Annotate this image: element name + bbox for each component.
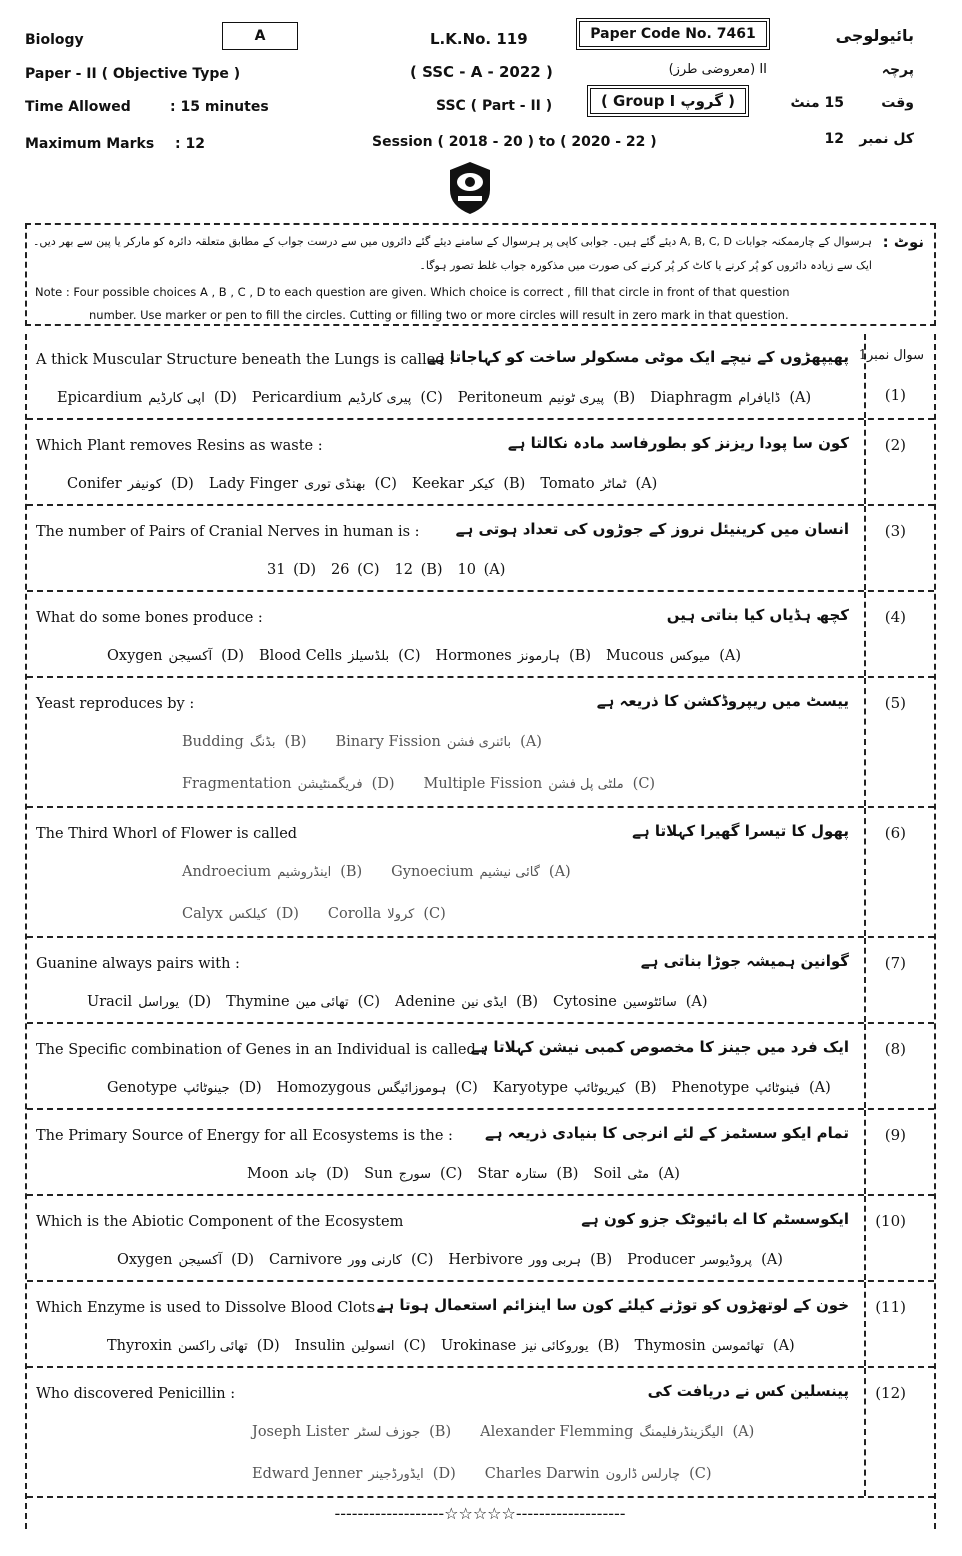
option-urdu: ہارمونز [517, 649, 561, 664]
options-line [182, 906, 475, 922]
option-choice[interactable] [635, 1338, 798, 1354]
question-text-english: Yeast reproduces by : [36, 696, 195, 712]
option-letter: (B) [590, 1252, 613, 1268]
note-english-line2: number. Use marker or pen to fill the circles. Cutting or filling two or more circles will result in zero mark in that question. [89, 308, 789, 322]
part-label: SSC ( Part - II ) [436, 98, 553, 114]
question-row [27, 1368, 934, 1498]
option-letter: (D) [371, 776, 395, 792]
note-english-line1: Note : Four possible choices A , B , C , D to each question are given. Which choice is correct , fill that circle in front of that question [35, 285, 790, 299]
options-line [267, 562, 520, 578]
exam-label: ( SSC - A - 2022 ) [410, 63, 553, 81]
option-letter: (C) [423, 906, 446, 922]
option-english: Karyotype [492, 1080, 568, 1096]
option-english: Herbivore [448, 1252, 523, 1268]
question-text-urdu: کون سا پودا ریزنز کو بطورفاسد مادہ نکالتا ہے [507, 434, 849, 452]
question-number: (9) [884, 1126, 906, 1144]
question-number: (8) [884, 1040, 906, 1058]
option-letter: (D) [213, 390, 237, 406]
option-choice[interactable] [209, 476, 400, 492]
question-number-divider [864, 678, 866, 806]
option-urdu: بلڈسیلز [348, 649, 390, 664]
option-urdu: انسولین [351, 1339, 395, 1354]
option-letter: (D) [293, 562, 317, 578]
question-number-divider [864, 506, 866, 590]
option-choice[interactable] [182, 776, 398, 792]
question-number: (12) [875, 1384, 906, 1402]
option-english: Multiple Fission [423, 776, 543, 792]
option-letter: (C) [374, 476, 397, 492]
questions-section [25, 334, 936, 1529]
option-choice[interactable] [107, 648, 247, 664]
question-text-english: The Third Whorl of Flower is called [36, 826, 298, 842]
question-text-english: Which Enzyme is used to Dissolve Blood Clots : [36, 1300, 385, 1316]
option-choice[interactable] [269, 1252, 436, 1268]
option-urdu: فریگمنٹیشن [297, 777, 363, 792]
option-letter: (B) [569, 648, 592, 664]
option-choice[interactable] [247, 1166, 352, 1182]
paper-urdu-label: پرچہ [881, 62, 914, 78]
option-urdu: ملٹی پل فشن [548, 777, 624, 792]
option-urdu: بائنری فشن [446, 735, 512, 750]
paper-urdu-value: II (معروضی طرز) [668, 62, 767, 77]
subject-label: Biology [25, 32, 84, 48]
options-line [87, 994, 723, 1010]
option-english: Blood Cells [259, 648, 343, 664]
option-urdu: پیری ٹونیم [548, 391, 605, 406]
question-number: (5) [884, 694, 906, 712]
option-english: Diaphragm [650, 390, 733, 406]
option-letter: (A) [483, 562, 506, 578]
question-text-english: Which is the Abiotic Component of the Ecosystem [36, 1214, 404, 1230]
question-row [27, 938, 934, 1024]
options-line [182, 734, 571, 750]
question-number: (3) [884, 522, 906, 540]
option-english: Thymosin [634, 1338, 706, 1354]
question-text-english: The number of Pairs of Cranial Nerves in human is : [36, 524, 420, 540]
option-english: Moon [247, 1166, 289, 1182]
option-choice[interactable] [226, 994, 383, 1010]
option-choice[interactable] [458, 390, 638, 406]
option-letter: (C) [439, 1166, 463, 1182]
session-label: Session ( 2018 - 20 ) to ( 2020 - 22 ) [372, 134, 657, 150]
option-urdu: ایڈی نین [461, 995, 508, 1010]
option-urdu: پیری کارڈیم [347, 391, 412, 406]
option-choice[interactable] [458, 562, 509, 578]
option-english: Adenine [395, 994, 456, 1010]
option-urdu: سائٹوسین [622, 995, 677, 1010]
question-number: (2) [884, 436, 906, 454]
option-english: Star [477, 1166, 509, 1182]
question-text-urdu: گوانین ہمیشہ جوڑا بناتی ہے [640, 952, 849, 970]
option-urdu: کیکر [469, 477, 495, 492]
option-choice[interactable] [672, 1080, 834, 1096]
option-letter: (A) [808, 1080, 831, 1096]
option-english: Genotype [107, 1080, 178, 1096]
option-letter: (A) [635, 476, 658, 492]
option-english: Insulin [294, 1338, 346, 1354]
question-text-urdu: کچھ ہڈیاں کیا بناتی ہیں [666, 606, 849, 624]
option-letter: (C) [357, 994, 381, 1010]
question-row [27, 1110, 934, 1196]
option-letter: (C) [410, 1252, 434, 1268]
option-letter: (D) [275, 906, 299, 922]
question-text-urdu: ایکوسسٹم کا اے بائیوٹک جزو کون ہے [581, 1210, 849, 1228]
paper-label: Paper - II ( Objective Type ) [25, 66, 241, 82]
question-text-urdu: پینسلین کس نے دریافت کی [647, 1382, 849, 1400]
option-urdu: تھائی راکسن [178, 1339, 248, 1354]
time-value: : 15 minutes [170, 99, 269, 115]
option-choice[interactable] [606, 648, 744, 664]
option-choice[interactable] [336, 734, 545, 750]
time-urdu-value: 15 منٹ [790, 95, 844, 111]
question-row [27, 420, 934, 506]
option-english: Binary Fission [335, 734, 441, 750]
option-letter: (A) [520, 734, 542, 750]
option-english: Carnivore [269, 1252, 343, 1268]
option-choice[interactable] [485, 1466, 715, 1482]
question-text-english: The Specific combination of Genes in an Individual is called : [36, 1042, 486, 1058]
question-text-english: The Primary Source of Energy for all Ecosystems is the : [36, 1128, 453, 1144]
option-letter: (A) [658, 1166, 680, 1182]
question-number: (10) [875, 1212, 906, 1230]
option-letter: (D) [231, 1252, 255, 1268]
option-choice[interactable] [57, 390, 240, 406]
option-urdu: چارلس ڈارون [605, 1467, 681, 1482]
option-letter: (D) [256, 1338, 280, 1354]
option-choice[interactable] [448, 1252, 615, 1268]
option-english: 26 [331, 562, 350, 578]
option-urdu: آکسیجن [178, 1253, 223, 1268]
option-urdu: کرولا [387, 907, 415, 922]
option-urdu: مٹی [627, 1167, 650, 1182]
option-letter: (A) [761, 1252, 783, 1268]
question-number: (4) [884, 608, 906, 626]
option-letter: (C) [420, 390, 443, 406]
option-letter: (D) [221, 648, 245, 664]
option-english: Thymine [226, 994, 290, 1010]
question-text-english: A thick Muscular Structure beneath the Lungs is called : [36, 352, 455, 368]
question-row [27, 334, 934, 420]
options-line [107, 1338, 810, 1354]
option-english: Conifer [67, 476, 122, 492]
option-urdu: چاند [294, 1167, 318, 1182]
question-row [27, 1282, 934, 1368]
question-number-divider [864, 420, 866, 504]
option-urdu: ستارہ [514, 1167, 548, 1182]
marks-urdu-value: 12 [824, 131, 844, 147]
question-number: (11) [875, 1298, 906, 1316]
question-number-divider [864, 1196, 866, 1280]
option-letter: (B) [284, 734, 307, 750]
option-english: Epicardium [57, 390, 143, 406]
question-text-urdu: ایک فرد میں جینز کا مخصوص کمبی نیشن کہلاتا ہے [470, 1038, 849, 1056]
option-choice[interactable] [493, 1080, 660, 1096]
option-english: 31 [267, 562, 286, 578]
option-urdu: ہربی وور [528, 1253, 582, 1268]
option-english: Alexander Flemming [480, 1424, 634, 1440]
option-choice[interactable] [540, 476, 660, 492]
option-urdu: بھنڈی توری [304, 477, 366, 492]
question-text-english: Guanine always pairs with : [36, 956, 240, 972]
question-row [27, 1024, 934, 1110]
option-urdu: ٹماٹر [600, 477, 627, 492]
option-letter: (B) [516, 994, 539, 1010]
option-choice[interactable] [395, 562, 446, 578]
question-1-prefix: سوال نمبر1 [858, 348, 924, 363]
option-choice[interactable] [441, 1338, 623, 1354]
option-choice[interactable] [424, 776, 659, 792]
option-urdu: پروڈیوسر [700, 1253, 753, 1268]
question-text-english: Which Plant removes Resins as waste : [36, 438, 323, 454]
option-letter: (C) [632, 776, 656, 792]
option-english: Mucous [606, 648, 664, 664]
option-letter: (C) [689, 1466, 712, 1482]
option-english: Phenotype [671, 1080, 750, 1096]
note-urdu-line2: ایک سے زیادہ دائروں کو پُر کرنے یا کاٹ کر پُر کرنے کی صورت میں مذکورہ جواب غلط تصور ہوگا۔ [419, 259, 872, 272]
option-english: 10 [457, 562, 476, 578]
option-urdu: سورج [398, 1167, 431, 1182]
option-choice[interactable] [412, 476, 528, 492]
option-english: 12 [394, 562, 413, 578]
option-urdu: آکسیجن [168, 649, 213, 664]
question-row [27, 506, 934, 592]
options-line [252, 1424, 783, 1440]
board-logo-icon [446, 160, 494, 216]
option-choice[interactable] [117, 1252, 257, 1268]
note-urdu-label: نوٹ : [882, 233, 924, 251]
option-letter: (D) [238, 1080, 262, 1096]
option-urdu: میوکس [669, 649, 711, 664]
question-row [27, 1196, 934, 1282]
option-letter: (A) [732, 1424, 755, 1440]
option-urdu: اینڈروشیم [277, 865, 332, 880]
question-number-divider [864, 334, 866, 418]
option-letter: (A) [548, 864, 571, 880]
option-choice[interactable] [650, 390, 814, 406]
question-text-urdu: پھول کا تیسرا گھیرا کہلاتا ہے [632, 822, 849, 840]
marks-value: : 12 [175, 136, 205, 152]
option-urdu: کارنی وور [348, 1253, 402, 1268]
question-number-divider [864, 808, 866, 936]
option-choice[interactable] [87, 994, 214, 1010]
option-english: Fragmentation [182, 776, 292, 792]
option-urdu: کیلکس [228, 907, 267, 922]
option-letter: (B) [429, 1424, 452, 1440]
option-letter: (A) [685, 994, 708, 1010]
option-letter: (A) [789, 390, 812, 406]
option-urdu: ایڈورڈجینر [368, 1467, 424, 1482]
option-letter: (B) [503, 476, 526, 492]
options-line [247, 1166, 695, 1182]
option-urdu: یوراسل [138, 995, 180, 1010]
question-text-english: What do some bones produce : [36, 610, 263, 626]
option-urdu: یوروکائی نیز [522, 1339, 589, 1354]
option-english: Charles Darwin [484, 1466, 600, 1482]
marks-urdu-label: کل نمبر [859, 131, 914, 147]
options-line [182, 776, 684, 792]
option-choice[interactable] [259, 648, 424, 664]
option-letter: (C) [455, 1080, 478, 1096]
option-choice[interactable] [480, 1424, 757, 1440]
option-letter: (A) [719, 648, 742, 664]
option-letter: (D) [188, 994, 212, 1010]
options-line [182, 864, 600, 880]
option-urdu: فینوٹائپ [755, 1081, 800, 1096]
option-letter: (B) [340, 864, 363, 880]
option-urdu: ہوموزائیگس [377, 1081, 447, 1096]
option-english: Pericardium [251, 390, 342, 406]
option-choice[interactable] [436, 648, 594, 664]
option-letter: (D) [170, 476, 194, 492]
paper-code-box: Paper Code No. 7461 [579, 21, 767, 47]
question-text-urdu: انسان میں کرینیئل نروز کے جوڑوں کی تعداد ہوتی ہے [455, 520, 849, 538]
option-english: Budding [182, 734, 244, 750]
question-text-urdu: ییسٹ میں ریپروڈکشن کا ذریعہ ہے [596, 692, 849, 710]
option-choice[interactable] [391, 864, 574, 880]
footer-stars: -------------------☆☆☆☆☆------------------- [334, 1504, 626, 1523]
option-urdu: تھائموسن [711, 1339, 764, 1354]
option-english: Uracil [87, 994, 133, 1010]
option-english: Hormones [435, 648, 512, 664]
option-english: Sun [364, 1166, 393, 1182]
option-urdu: بڈنگ [249, 735, 276, 750]
option-english: Oxygen [107, 648, 163, 664]
options-line [107, 1080, 846, 1096]
question-number-divider [864, 1024, 866, 1108]
option-letter: (D) [326, 1166, 350, 1182]
options-line [57, 390, 826, 406]
option-choice[interactable] [593, 1166, 682, 1182]
question-text-urdu: خون کے لوتھڑوں کو توڑنے کیلئے کون سا اینزائم استعمال ہوتا ہے [376, 1296, 849, 1314]
option-english: Homozygous [276, 1080, 372, 1096]
option-choice[interactable] [252, 390, 446, 406]
group-box: ( Group I گروپ ) [590, 88, 746, 114]
option-urdu: جوزف لسٹر [354, 1425, 421, 1440]
question-row [27, 678, 934, 808]
option-english: Keekar [411, 476, 464, 492]
option-choice[interactable] [67, 476, 197, 492]
option-choice[interactable] [277, 1080, 481, 1096]
option-choice[interactable] [107, 1080, 265, 1096]
question-number: (1) [884, 386, 906, 404]
option-letter: (C) [398, 648, 421, 664]
time-label: Time Allowed [25, 99, 131, 115]
option-letter: (D) [432, 1466, 456, 1482]
subject-urdu: بائیولوجی [835, 26, 914, 45]
option-english: Soil [593, 1166, 622, 1182]
option-choice[interactable] [477, 1166, 581, 1182]
question-row [27, 592, 934, 678]
options-line [117, 1252, 798, 1268]
option-choice[interactable] [328, 906, 449, 922]
option-english: Tomato [540, 476, 595, 492]
option-english: Producer [627, 1252, 695, 1268]
option-english: Joseph Lister [252, 1424, 349, 1440]
option-english: Edward Jenner [252, 1466, 363, 1482]
option-choice[interactable] [182, 864, 365, 880]
option-english: Thyroxin [107, 1338, 173, 1354]
option-letter: (C) [357, 562, 380, 578]
option-letter: (B) [613, 390, 636, 406]
option-urdu: کیریوٹائپ [573, 1081, 626, 1096]
option-choice[interactable] [295, 1338, 429, 1354]
option-english: Peritoneum [457, 390, 543, 406]
option-choice[interactable] [395, 994, 541, 1010]
options-line [107, 648, 756, 664]
marks-label: Maximum Marks [25, 136, 155, 152]
version-box: A [222, 22, 298, 50]
option-letter: (B) [634, 1080, 657, 1096]
option-choice[interactable] [627, 1252, 786, 1268]
question-text-english: Who discovered Penicillin : [36, 1386, 236, 1402]
option-choice[interactable] [107, 1338, 283, 1354]
instructions-box [25, 223, 936, 326]
option-choice[interactable] [182, 734, 310, 750]
option-choice[interactable] [182, 906, 302, 922]
question-text-urdu: تمام ایکو سسٹمز کے لئے انرجی کا بنیادی ذریعہ ہے [485, 1124, 849, 1142]
option-choice[interactable] [331, 562, 382, 578]
option-english: Urokinase [440, 1338, 517, 1354]
note-urdu-line1: ہرسوال کے چارممکنہ جوابات A, B, C, D دیئے گئے ہیں۔ جوابی کاپی پر ہرسوال کے سامنے دیئے گئے دائروں میں سے درست جواب کے مطابق متعلقہ دائرہ کو مارکر یا پین سے بھر دیں۔ [32, 235, 872, 248]
question-number-divider [864, 938, 866, 1022]
option-english: Oxygen [117, 1252, 173, 1268]
option-letter: (B) [597, 1338, 620, 1354]
option-choice[interactable] [252, 1466, 459, 1482]
option-english: Cytosine [553, 994, 617, 1010]
question-number: (7) [884, 954, 906, 972]
option-choice[interactable] [553, 994, 710, 1010]
options-line [252, 1466, 741, 1482]
option-english: Gynoecium [391, 864, 474, 880]
options-line [67, 476, 672, 492]
question-number-divider [864, 592, 866, 676]
option-english: Androecium [182, 864, 272, 880]
option-letter: (A) [772, 1338, 795, 1354]
option-choice[interactable] [364, 1166, 465, 1182]
option-urdu: کونیفر [127, 477, 162, 492]
option-choice[interactable] [252, 1424, 454, 1440]
option-urdu: ڈایافرام [738, 391, 781, 406]
option-choice[interactable] [267, 562, 319, 578]
time-urdu-label: وقت [881, 95, 914, 111]
question-text-urdu: پھیپھڑوں کے نیچے ایک موٹی مسکولر ساخت کو کہاجاتا ہے [427, 348, 849, 366]
option-english: Lady Finger [208, 476, 299, 492]
option-english: Corolla [327, 906, 382, 922]
option-letter: (B) [420, 562, 443, 578]
question-number-divider [864, 1110, 866, 1194]
option-english: Calyx [182, 906, 223, 922]
option-urdu: تھائی مین [295, 995, 349, 1010]
option-urdu: الیگزینڈرفلیمنگ [639, 1425, 724, 1440]
option-urdu: جینوٹائپ [183, 1081, 230, 1096]
question-number: (6) [884, 824, 906, 842]
question-number-divider [864, 1282, 866, 1366]
question-number-divider [864, 1368, 866, 1496]
option-letter: (B) [556, 1166, 579, 1182]
option-urdu: اپی کارڈیم [148, 391, 205, 406]
question-row [27, 808, 934, 938]
lk-number: L.K.No. 119 [430, 30, 528, 48]
option-letter: (C) [403, 1338, 426, 1354]
option-urdu: گائی نیشیم [479, 865, 540, 880]
